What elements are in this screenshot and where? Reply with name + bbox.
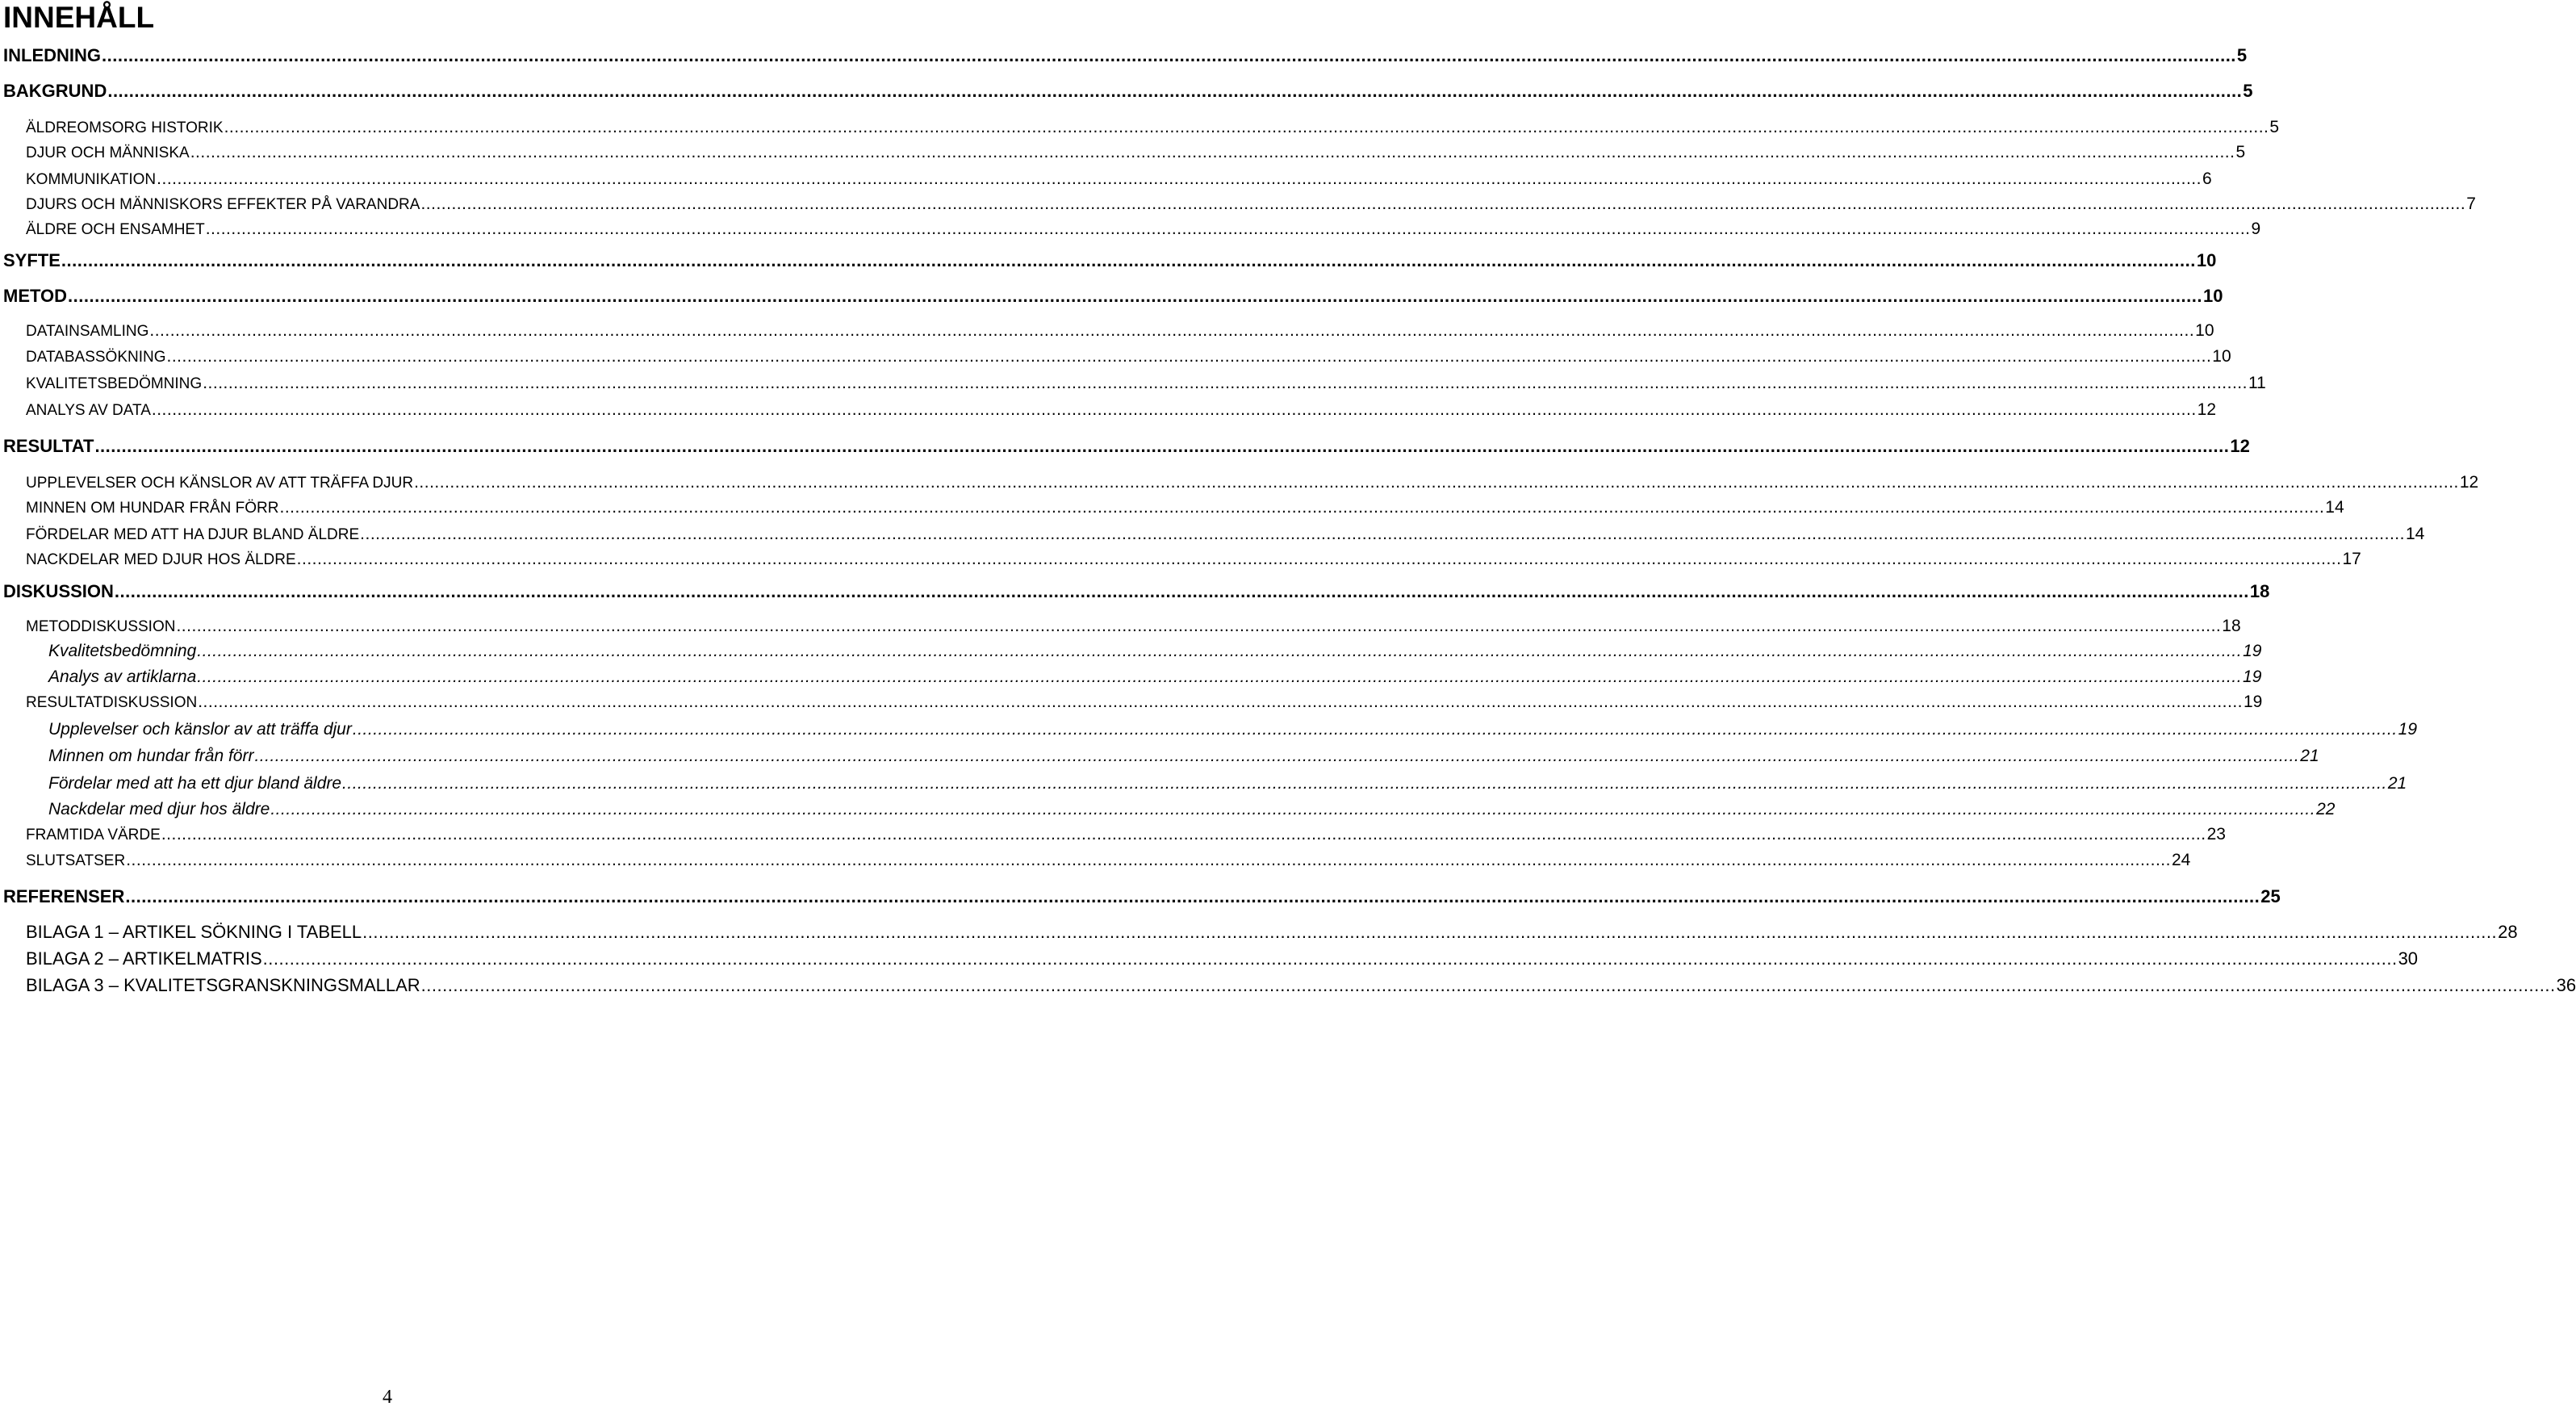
toc-entry-page: 14 <box>2405 525 2425 543</box>
toc-entry-label: RESULTAT <box>3 436 94 456</box>
toc-entry[interactable] <box>26 525 2425 547</box>
toc-entry-page: 23 <box>2206 825 2226 843</box>
toc-entry-label: BILAGA 1 – ARTIKEL SÖKNING I TABELL <box>26 922 362 942</box>
dot-leader: ................................................................................................................................................................................................................................................................................................................................................................................................................ <box>125 886 2260 906</box>
toc-entry[interactable] <box>26 400 2217 423</box>
dot-leader: ................................................................................................................................................................................................................................................................................................................................................................................................................ <box>420 195 2466 213</box>
dot-leader: ................................................................................................................................................................................................................................................................................................................................................................................................................ <box>205 220 2251 238</box>
toc-entry-page: 5 <box>2269 118 2280 136</box>
dot-leader: ................................................................................................................................................................................................................................................................................................................................................................................................................ <box>296 550 2342 568</box>
toc-entry[interactable] <box>26 220 2261 242</box>
toc-entry[interactable] <box>26 498 2344 521</box>
toc-entry-page: 10 <box>2196 250 2217 270</box>
toc-entry-page: 19 <box>2243 642 2262 660</box>
dot-leader: ................................................................................................................................................................................................................................................................................................................................................................................................................ <box>107 81 2243 101</box>
toc-entry[interactable] <box>3 81 2253 105</box>
dot-leader: ................................................................................................................................................................................................................................................................................................................................................................................................................ <box>157 170 2202 188</box>
toc-entry[interactable] <box>26 550 2361 572</box>
toc-entry-label: SLUTSATSER <box>26 852 126 869</box>
dot-leader: ................................................................................................................................................................................................................................................................................................................................................................................................................ <box>68 286 2202 306</box>
dot-leader: ................................................................................................................................................................................................................................................................................................................................................................................................................ <box>360 525 2405 543</box>
toc-entry-label: ANALYS AV DATA <box>26 402 151 419</box>
toc-entry-label: ÄLDRE OCH ENSAMHET <box>26 221 205 238</box>
toc-entry[interactable] <box>26 374 2266 396</box>
toc-entry[interactable] <box>26 825 2226 848</box>
toc-entry-label: DATAINSAMLING <box>26 323 149 340</box>
toc-entry-page: 7 <box>2466 195 2476 213</box>
toc-entry-label: DJUR OCH MÄNNISKA <box>26 144 190 161</box>
toc-entry[interactable] <box>3 250 2217 274</box>
dot-leader: ................................................................................................................................................................................................................................................................................................................................................................................................................ <box>102 45 2236 65</box>
toc-entry-label: MINNEN OM HUNDAR FRÅN FÖRR <box>26 500 279 517</box>
toc-entry[interactable] <box>3 886 2281 910</box>
dot-leader: ................................................................................................................................................................................................................................................................................................................................................................................................................ <box>149 321 2195 340</box>
dot-leader: ................................................................................................................................................................................................................................................................................................................................................................................................................ <box>114 581 2249 601</box>
toc-entry[interactable] <box>26 693 2263 715</box>
toc-entry-label: BILAGA 2 – ARTIKELMATRIS <box>26 948 262 969</box>
toc-entry[interactable] <box>26 473 2479 496</box>
dot-leader: ................................................................................................................................................................................................................................................................................................................................................................................................................ <box>151 400 2197 419</box>
toc-entry[interactable] <box>3 581 2270 605</box>
toc-entry-page: 5 <box>2243 81 2253 101</box>
toc-entry[interactable] <box>48 642 2262 664</box>
toc-entry-label: FÖRDELAR MED ATT HA DJUR BLAND ÄLDRE <box>26 526 360 543</box>
toc-entry-page: 24 <box>2171 851 2191 869</box>
toc-entry-label: Minnen om hundar från förr <box>48 747 254 765</box>
dot-leader: ................................................................................................................................................................................................................................................................................................................................................................................................................ <box>203 374 2248 392</box>
toc-entry-label: DISKUSSION <box>3 581 114 601</box>
toc-entry-page: 30 <box>2398 948 2419 969</box>
page-number: 4 <box>383 1387 392 1408</box>
toc-entry-label: METODDISKUSSION <box>26 618 176 635</box>
toc-entry-page: 18 <box>2222 617 2241 635</box>
toc-entry[interactable] <box>26 321 2214 344</box>
dot-leader: ................................................................................................................................................................................................................................................................................................................................................................................................................ <box>190 143 2235 161</box>
toc-entry-page: 19 <box>2398 720 2418 739</box>
toc-entry[interactable] <box>26 143 2246 165</box>
toc-entry[interactable] <box>26 922 2518 946</box>
dot-leader: ................................................................................................................................................................................................................................................................................................................................................................................................................ <box>224 118 2269 136</box>
toc-entry-label: Analys av artiklarna <box>48 668 197 686</box>
toc-entry-label: BAKGRUND <box>3 81 107 101</box>
toc-entry-label: FRAMTIDA VÄRDE <box>26 827 161 843</box>
toc-entry-label: NACKDELAR MED DJUR HOS ÄLDRE <box>26 551 296 568</box>
toc-entry-page: 11 <box>2248 374 2266 392</box>
dot-leader: ................................................................................................................................................................................................................................................................................................................................................................................................................ <box>94 436 2230 456</box>
toc-entry[interactable] <box>48 720 2418 743</box>
toc-entry-label: SYFTE <box>3 250 61 270</box>
toc-entry-page: 5 <box>2235 143 2246 161</box>
toc-entry[interactable] <box>48 800 2336 823</box>
dot-leader: ................................................................................................................................................................................................................................................................................................................................................................................................................ <box>61 250 2196 270</box>
toc-entry-page: 12 <box>2197 400 2217 419</box>
toc-entry[interactable] <box>26 118 2280 140</box>
toc-entry-page: 10 <box>2195 321 2214 340</box>
toc-entry[interactable] <box>48 774 2407 797</box>
toc-entry-page: 25 <box>2260 886 2281 906</box>
toc-entry[interactable] <box>26 617 2241 639</box>
toc-entry[interactable] <box>26 948 2419 973</box>
toc-entry-label: ÄLDREOMSORG HISTORIK <box>26 119 224 136</box>
dot-leader: ................................................................................................................................................................................................................................................................................................................................................................................................................ <box>420 975 2556 995</box>
toc-entry-page: 6 <box>2202 170 2212 188</box>
toc-entry[interactable] <box>26 195 2476 217</box>
dot-leader: ................................................................................................................................................................................................................................................................................................................................................................................................................ <box>254 747 2300 765</box>
dot-leader: ................................................................................................................................................................................................................................................................................................................................................................................................................ <box>262 948 2398 969</box>
dot-leader: ................................................................................................................................................................................................................................................................................................................................................................................................................ <box>352 720 2398 739</box>
dot-leader: ................................................................................................................................................................................................................................................................................................................................................................................................................ <box>176 617 2222 635</box>
toc-entry-label: Upplevelser och känslor av att träffa djur <box>48 720 352 739</box>
toc-entry-label: METOD <box>3 286 68 306</box>
dot-leader: ................................................................................................................................................................................................................................................................................................................................................................................................................ <box>198 693 2243 711</box>
toc-entry[interactable] <box>3 286 2223 310</box>
toc-entry[interactable] <box>48 747 2319 769</box>
toc-entry-label: REFERENSER <box>3 886 125 906</box>
toc-entry-label: Nackdelar med djur hos äldre <box>48 800 270 818</box>
toc-entry-page: 12 <box>2230 436 2250 456</box>
toc-entry-label: KVALITETSBEDÖMNING <box>26 375 203 392</box>
toc-entry-page: 5 <box>2236 45 2248 65</box>
dot-leader: ................................................................................................................................................................................................................................................................................................................................................................................................................ <box>270 800 2316 818</box>
dot-leader: ................................................................................................................................................................................................................................................................................................................................................................................................................ <box>414 473 2459 492</box>
dot-leader: ................................................................................................................................................................................................................................................................................................................................................................................................................ <box>161 825 2206 843</box>
toc-entry[interactable] <box>26 975 2576 999</box>
toc-entry-page: 36 <box>2556 975 2576 995</box>
toc-entry[interactable] <box>26 347 2231 370</box>
toc-entry-page: 21 <box>2387 774 2407 793</box>
toc-title: INNEHÅLL <box>3 1 155 34</box>
dot-leader: ................................................................................................................................................................................................................................................................................................................................................................................................................ <box>197 642 2243 660</box>
dot-leader: ................................................................................................................................................................................................................................................................................................................................................................................................................ <box>126 851 2171 869</box>
toc-entry-label: UPPLEVELSER OCH KÄNSLOR AV ATT TRÄFFA DJUR <box>26 475 414 492</box>
toc-entry-label: RESULTATDISKUSSION <box>26 694 198 711</box>
toc-entry-page: 17 <box>2342 550 2361 568</box>
toc-entry-label: INLEDNING <box>3 45 101 65</box>
toc-entry-page: 10 <box>2212 347 2231 366</box>
toc-entry-page: 10 <box>2202 286 2223 306</box>
toc-entry-page: 21 <box>2300 747 2319 765</box>
toc-entry-page: 14 <box>2325 498 2344 517</box>
dot-leader: ................................................................................................................................................................................................................................................................................................................................................................................................................ <box>362 922 2498 942</box>
toc-entry-page: 19 <box>2244 693 2263 711</box>
toc-entry-page: 28 <box>2498 922 2518 942</box>
toc-entry-label: KOMMUNIKATION <box>26 171 157 188</box>
toc-entry-label: Fördelar med att ha ett djur bland äldre <box>48 774 342 793</box>
toc-entry-label: DJURS OCH MÄNNISKORS EFFEKTER PÅ VARANDRA <box>26 196 420 213</box>
toc-entry[interactable] <box>48 668 2262 690</box>
dot-leader: ................................................................................................................................................................................................................................................................................................................................................................................................................ <box>279 498 2325 517</box>
toc-entry[interactable] <box>26 851 2191 873</box>
toc-entry-label: Kvalitetsbedömning <box>48 642 197 660</box>
toc-entry[interactable] <box>3 436 2250 460</box>
dot-leader: ................................................................................................................................................................................................................................................................................................................................................................................................................ <box>197 668 2243 686</box>
toc-entry-label: BILAGA 3 – KVALITETSGRANSKNINGSMALLAR <box>26 975 420 995</box>
toc-entry-page: 18 <box>2249 581 2270 601</box>
toc-entry[interactable] <box>26 170 2212 192</box>
toc-entry[interactable] <box>3 45 2248 69</box>
dot-leader: ................................................................................................................................................................................................................................................................................................................................................................................................................ <box>166 347 2212 366</box>
toc-entry-label: DATABASSÖKNING <box>26 349 166 366</box>
toc-entry-page: 9 <box>2251 220 2261 238</box>
toc-entry-page: 19 <box>2243 668 2262 686</box>
toc-entry-page: 12 <box>2459 473 2479 492</box>
toc-entry-page: 22 <box>2316 800 2336 818</box>
dot-leader: ................................................................................................................................................................................................................................................................................................................................................................................................................ <box>342 774 2387 793</box>
